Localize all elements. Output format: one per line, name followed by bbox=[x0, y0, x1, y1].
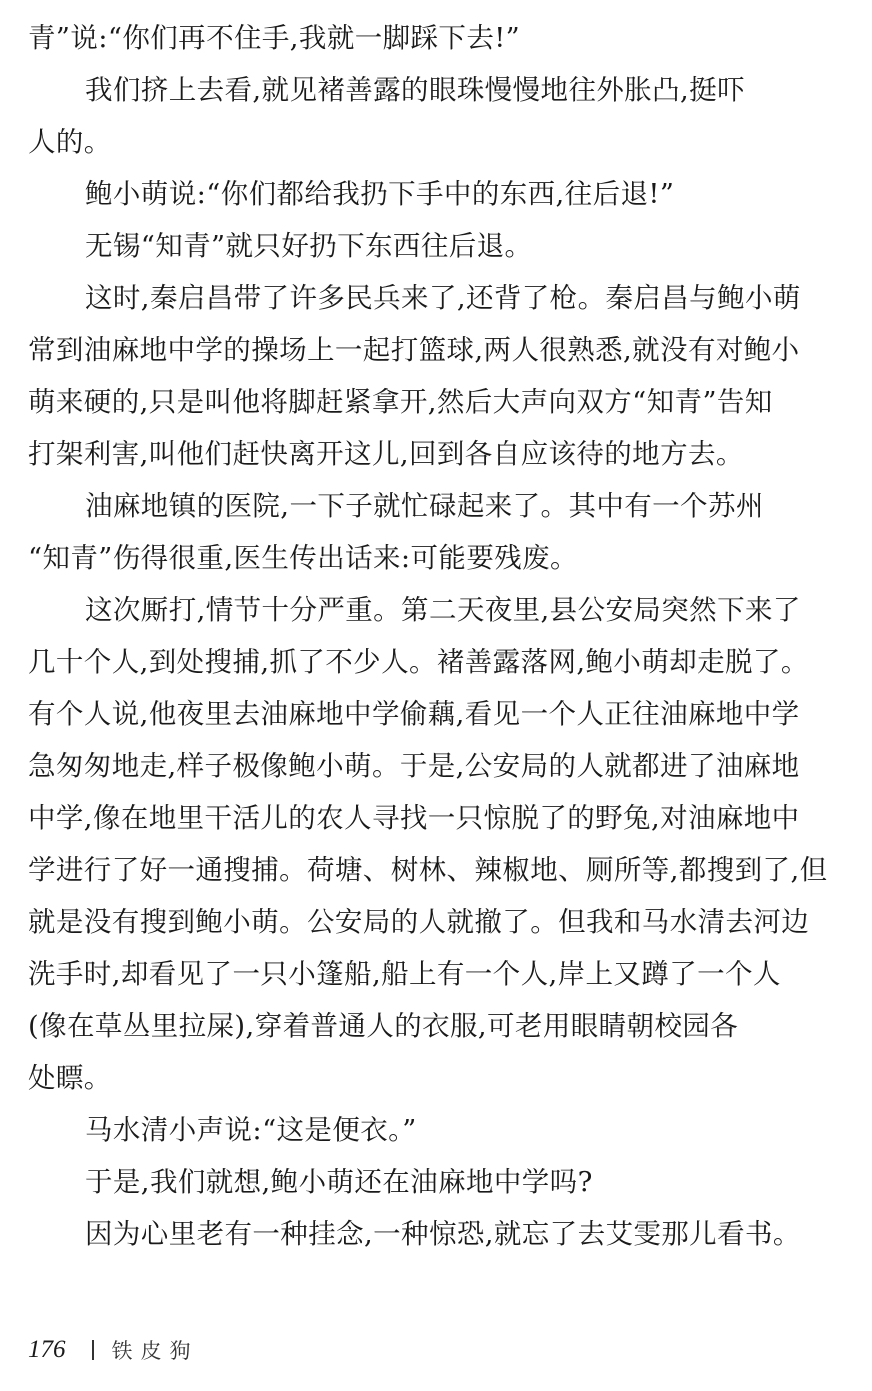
book-title: 铁皮狗 bbox=[111, 1339, 199, 1363]
text-line: 这次厮打,情节十分严重。第二天夜里,县公安局突然下来了 bbox=[85, 594, 801, 626]
text-line: 鲍小萌说:“你们都给我扔下手中的东西,往后退!” bbox=[85, 178, 675, 210]
text-line: 我们挤上去看,就见褚善露的眼珠慢慢地往外胀凸,挺吓 bbox=[85, 74, 745, 106]
text-line: 常到油麻地中学的操场上一起打篮球,两人很熟悉,就没有对鲍小 bbox=[28, 334, 800, 366]
text-line: 学进行了好一通搜捕。荷塘、树林、辣椒地、厕所等,都搜到了,但 bbox=[28, 854, 828, 886]
text-line: 这时,秦启昌带了许多民兵来了,还背了枪。秦启昌与鲍小萌 bbox=[85, 282, 801, 314]
text-line: 急匆匆地走,样子极像鲍小萌。于是,公安局的人就都进了油麻地 bbox=[28, 750, 800, 782]
text-line: 打架利害,叫他们赶快离开这儿,回到各自应该待的地方去。 bbox=[28, 438, 744, 470]
page-body bbox=[28, 12, 844, 1260]
text-line: 马水清小声说:“这是便衣。” bbox=[85, 1114, 417, 1146]
text-line: 青”说:“你们再不住手,我就一脚踩下去!” bbox=[28, 22, 521, 54]
text-line: 无锡“知青”就只好扔下东西往后退。 bbox=[85, 230, 533, 262]
page-number: 176 bbox=[28, 1336, 66, 1363]
text-line: (像在草丛里拉屎),穿着普通人的衣服,可老用眼睛朝校园各 bbox=[28, 1010, 739, 1042]
text-line: 几十个人,到处搜捕,抓了不少人。褚善露落网,鲍小萌却走脱了。 bbox=[28, 646, 809, 678]
text-line: 因为心里老有一种挂念,一种惊恐,就忘了去艾雯那儿看书。 bbox=[85, 1218, 801, 1250]
page-footer bbox=[28, 1330, 199, 1370]
text-line: 中学,像在地里干活儿的农人寻找一只惊脱了的野兔,对油麻地中 bbox=[28, 802, 800, 834]
text-line: 人的。 bbox=[28, 126, 112, 158]
text-line: 有个人说,他夜里去油麻地中学偷藕,看见一个人正往油麻地中学 bbox=[28, 698, 800, 730]
text-line: 萌来硬的,只是叫他将脚赶紧拿开,然后大声向双方“知青”告知 bbox=[28, 386, 773, 418]
text-line: “知青”伤得很重,医生传出话来:可能要残废。 bbox=[28, 542, 578, 574]
text-line: 处瞟。 bbox=[28, 1062, 112, 1094]
text-line: 于是,我们就想,鲍小萌还在油麻地中学吗? bbox=[85, 1166, 593, 1198]
text-line: 就是没有搜到鲍小萌。公安局的人就撤了。但我和马水清去河边 bbox=[28, 906, 810, 938]
footer-divider bbox=[92, 1340, 94, 1360]
text-line: 油麻地镇的医院,一下子就忙碌起来了。其中有一个苏州 bbox=[85, 490, 764, 522]
text-line: 洗手时,却看见了一只小篷船,船上有一个人,岸上又蹲了一个人 bbox=[28, 958, 781, 990]
